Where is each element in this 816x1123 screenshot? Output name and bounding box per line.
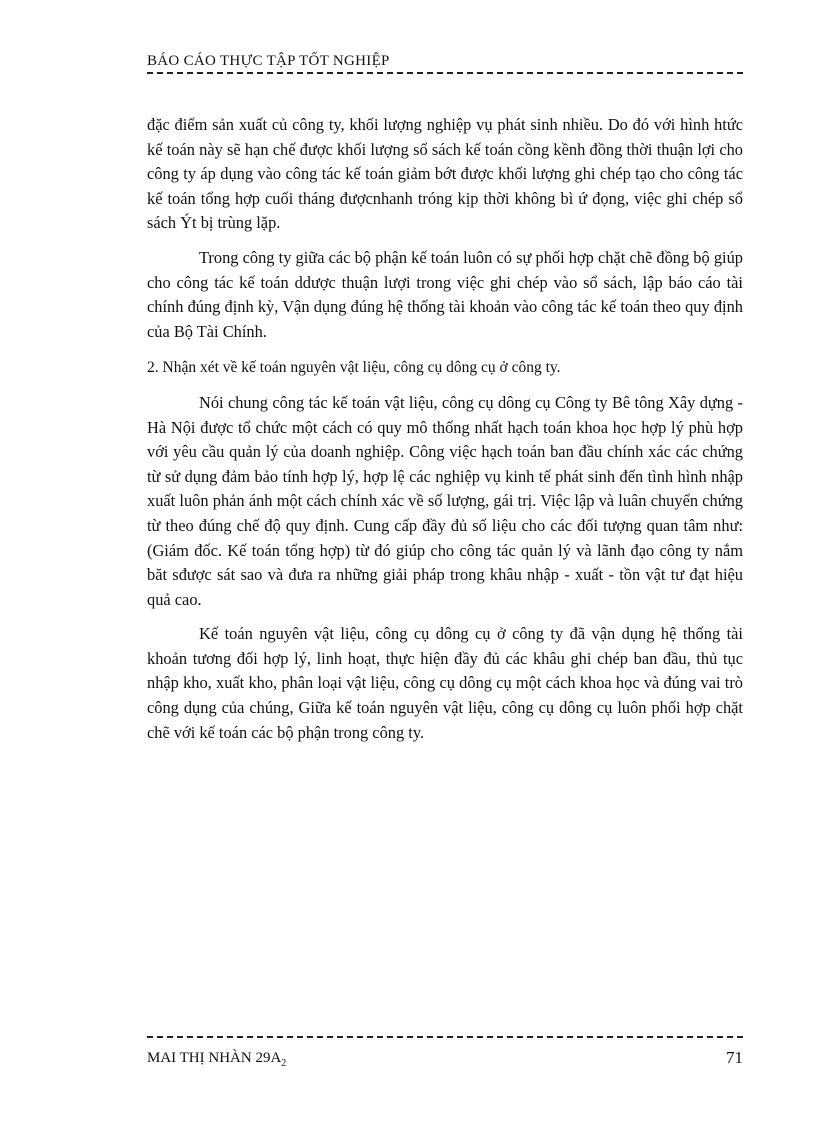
footer-dashed-rule [147, 1036, 743, 1038]
section-heading: 2. Nhận xét về kế toán nguyên vật liệu, công cụ dông cụ ở công ty. [147, 359, 561, 377]
footer-author [147, 1050, 286, 1069]
page-footer [147, 1036, 743, 1076]
paragraph-continued: đặc điểm sản xuất củ công ty, khối lượng nghiệp vụ phát sinh nhiều. Do đó với hình htức kế toán này sẽ hạn chế được khối lượng sổ sách kế toán cồng kềnh đồng thời thuận lợi cho công ty áp dụng vào công tác kế toán giảm bớt được khối lượng ghi chép tạo cho công tác kế toán tổng hợp cuối tháng đượcnhanh tróng kịp thời không bì ứ đọng, việc ghi chép sổ sách Ýt bị trùng lặp. [147, 115, 743, 233]
page-number: 71 [726, 1048, 743, 1067]
paragraph-account-system: Kế toán nguyên vật liệu, công cụ dông cụ ở công ty đã vận dụng hệ thống tài khoản tương đối hợp lý, linh hoạt, thực hiện đầy đủ các khâu ghi chép ban đầu, thủ tục nhập kho, xuất kho, phân loại vật liệu, công cụ dông cụ một cách khoa học và đúng vai trò công dụng của chúng, Giữa kế toán nguyên vật liệu, công cụ dông cụ luôn phối hợp chặt chẽ với kế toán các bộ phận trong công ty. [147, 624, 743, 742]
author-subscript: 2 [281, 1058, 287, 1069]
header-dashed-rule [147, 72, 743, 74]
body-text [147, 113, 743, 745]
page-header [147, 52, 743, 76]
paragraph-coordination: Trong công ty giữa các bộ phận kế toán luôn có sự phối hợp chặt chẽ đồng bộ giúp cho công tác kế toán ddược thuận lượi trong việc ghi chép vào sổ sách, lập báo cáo tài chính đúng định kỳ, Vận dụng đúng hệ thống tài khoản vào công tác kế toán theo quy định của Bộ Tài Chính. [147, 247, 743, 341]
author-name: MAI THỊ NHÀN 29A [147, 1050, 282, 1066]
header-title: BÁO CÁO THỰC TẬP TỐT NGHIỆP [147, 53, 390, 69]
paragraph-general-assessment: Nói chung công tác kế toán vật liệu, công cụ dông cụ Công ty Bê tông Xây dựng - Hà Nội được tổ chức một cách có quy mô thống nhất hạch toán khoa học hợp lý phù hợp với yêu cầu quản lý của doanh nghiệp. Công việc hạch toán ban đầu chính xác các chứng từ sử dụng đảm bảo tính hợp lý, hợp lệ các nghiệp vụ kinh tế phát sinh đến tình hình nhập xuất luôn phản ánh một cách chính xác về số lượng, gái trị. Việc lập và luân chuyển chứng từ theo đúng chế độ quy định. Cung cấp đầy đủ số liệu cho các đối tượng quan tâm như: (Giám đốc. Kế toán tổng hợp) từ đó giúp cho công tác quản lý và lãnh đạo công ty nắm băt sđược sát sao và đưa ra những giải pháp trong khâu nhập - xuất - tồn vật tư đạt hiệu quả cao. [147, 392, 743, 609]
